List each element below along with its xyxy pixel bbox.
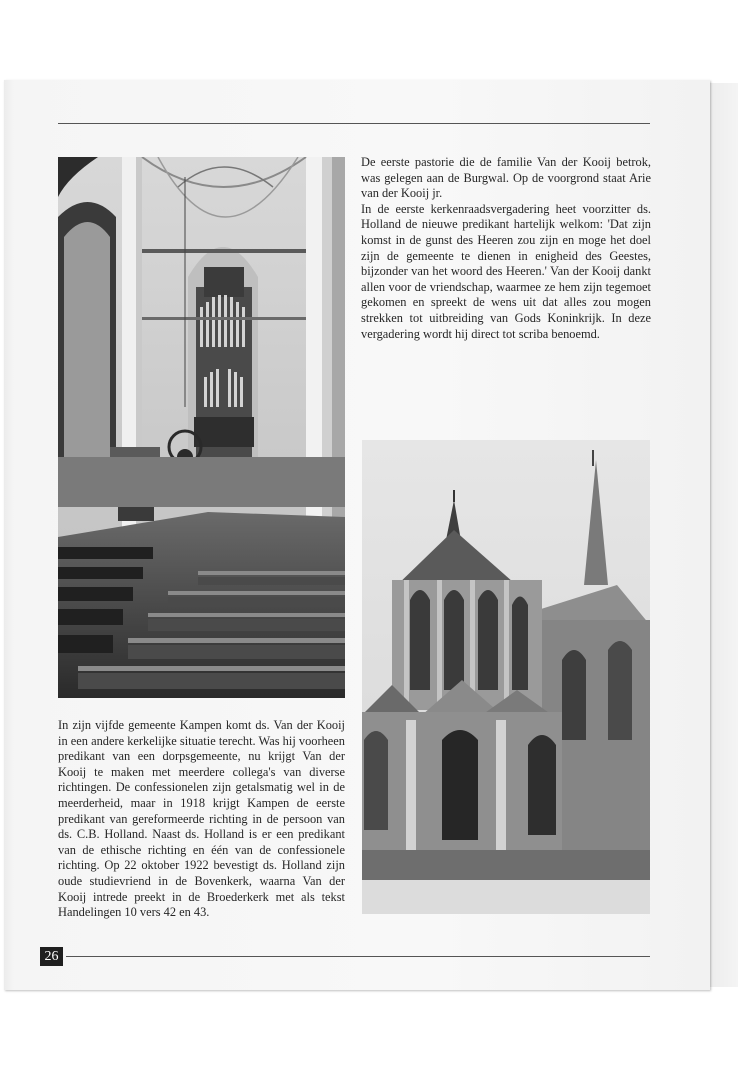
church-exterior-photo <box>362 440 650 914</box>
footer-rule <box>66 956 650 957</box>
header-rule <box>58 123 650 124</box>
photo-caption <box>361 155 651 342</box>
body-paragraph: In zijn vijfde gemeente Kampen komt ds. Van der Kooij in een andere kerkelijke situatie terecht. Was hij voorheen predikant van een dorpsgemeente, nu krijgt Van der Kooij te maken met meerdere collega's van diverse richtingen. De confessionelen zijn getalsmatig wel in de meerderheid, maar in 1918 krijgt Kampen de eerste predikant van gereformeerde richting in de persoon van ds. C.B. Holland. Naast ds. Holland is er een predikant van de ethische richting en één van de confessionele richting. Op 22 oktober 1922 bevestigt ds. Holland zijn oude studievriend in de Bovenkerk, waarna Van der Kooij intrede preekt in de Broederkerk met als tekst Handelingen 10 vers 42 en 43. <box>58 718 345 920</box>
caption-paragraph-2: In de eerste kerkenraadsvergadering heet voorzitter ds. Holland de nieuwe predikant hartelijk welkom: 'Dat zijn komst in de gunst des Heeren zou zijn en moge het doel zijn de gemeente te dienen in enigheid des Geestes, bijzonder van het woord des Heeren.' Van der Kooij dankt allen voor de vriendschap, waarmee ze hem zijn tegemoet gekomen en spreekt de wens uit dat alles zou mogen strekken tot uitbreiding van Gods Koninkrijk. In deze vergadering wordt hij direct tot scriba benoemd. <box>361 201 651 341</box>
caption-paragraph-1: De eerste pastorie die de familie Van der Kooij betrok, was gelegen aan de Burgwal. Op de voorgrond staat Arie van der Kooij jr. <box>361 155 651 201</box>
next-page-edge <box>706 83 738 987</box>
page-number: 26 <box>40 947 63 966</box>
church-interior-photo <box>58 157 345 698</box>
body-text <box>58 718 345 921</box>
